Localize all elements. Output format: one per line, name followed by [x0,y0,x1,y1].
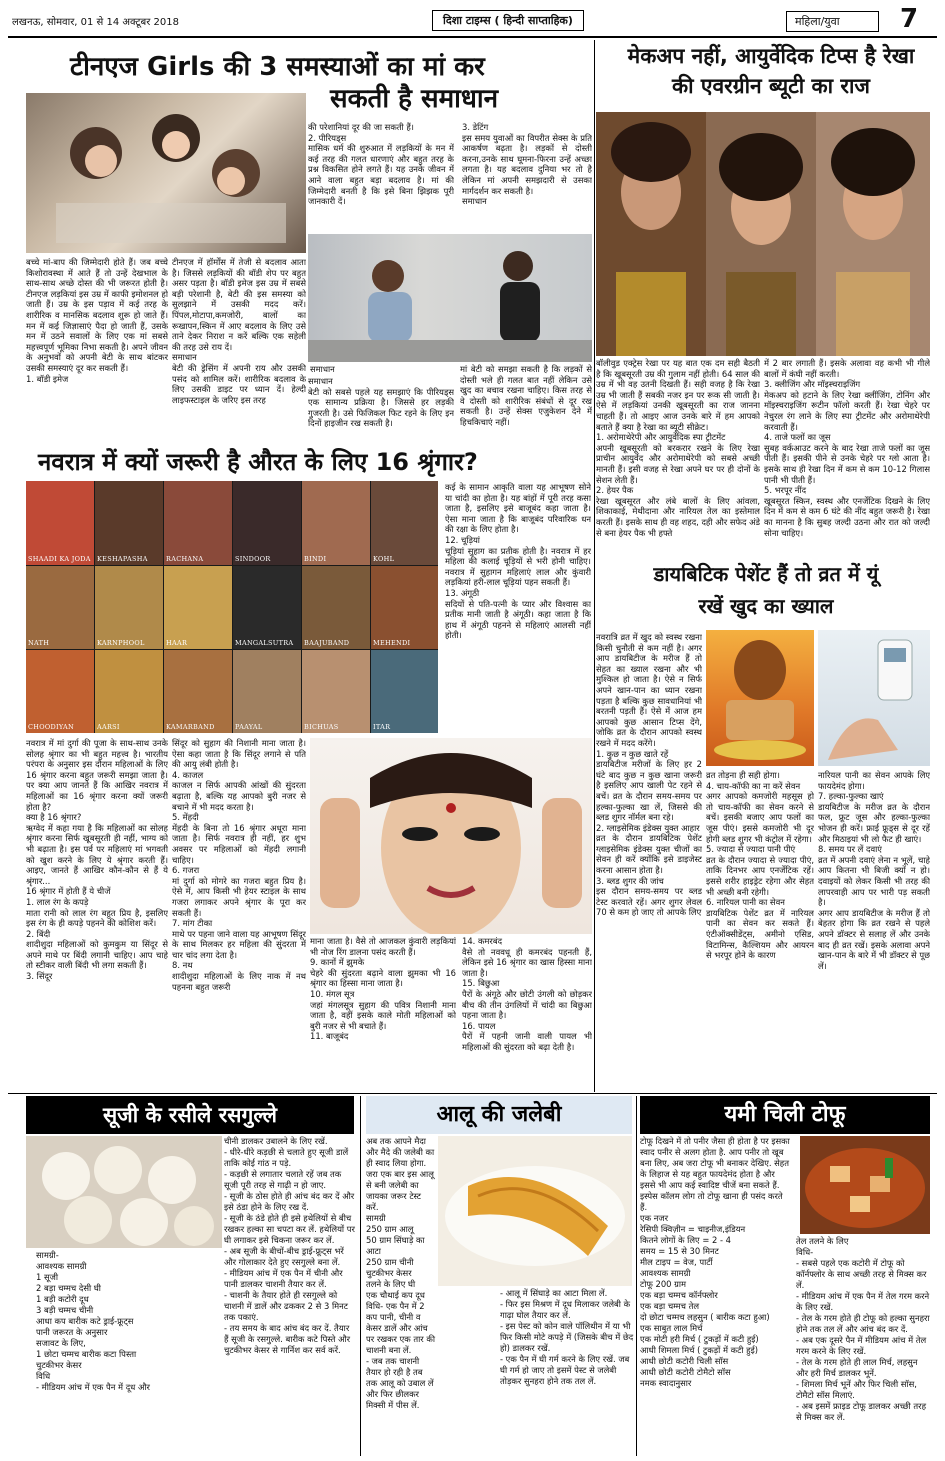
tile-label: HAAR [166,639,188,647]
rekha-photo-art [596,112,930,356]
teen-photo-girl-sad [308,234,592,362]
tile-nath [26,566,94,649]
tile-label: BAAJUBAND [304,639,350,647]
rekha-photo-collage [596,112,930,356]
rekha-col-1: बॉलीवुड एक्ट्रेस रेखा पर यह बात एक दम सही बैठती है कि खूबसूरती उम्र की गुलाम नहीं होती। 64 साल की उम्र में भी वह उतनी दिखती हैं। सही वजह है कि रेखा उम्र भी जाती हैं सबकी नजर इन पर रूक सी जाती है। ऐसे में लड़कियां उनकी खूबसूरती का राज जानना चाहती हैं। तो आइए आज उनके बारे में हम आपको बताते हैं क्या है रेखा का ब्यूटी सीक्रेट। 1. अरोमाथेरेपी और आयुर्वेदिक स्पा ट्रीटमेंट अपनी खूबसूरती को बरकरार रखने के लिए रेखा प्राचीन आयुर्वेद और अरोमाथेरेपी को सबसे अच्छी मानती हैं। इसी वजह से रेखा अपने घर पर ही दोनों के सेशन लेती हैं। 2. हेयर पैक रेखा खूबसूरत और लंबे बालों के लिए आंवला, शिकाकाई, मेथीदाना और नारियल तेल का इस्तेमाल करती हैं। इसके साथ ही वह शहद, दही और सफेद अंडे से बना हेयर पैक भी हफ्ते [596,358,760,538]
tofu-title: यमी चिली टोफू [724,1102,846,1127]
tofu-photo [800,1136,930,1234]
tile-rachana [164,481,232,565]
section-label: महिला/युवा [786,11,879,32]
rule-horizontal [8,1093,937,1094]
jalebi-photo [438,1136,632,1286]
tile-label: KAMARBAND [166,723,215,731]
teen-photo-mother-daughters [26,93,306,253]
rekha-headline-line2: की एवरग्रीन ब्यूटी का राज [671,74,871,98]
shringar-col-1: नवरात्र में मां दुर्गा की पूजा के साथ-साथ उनके सोलह श्रृंगार का भी बहुत महत्त्व है। भारतीय परंपरा के अनुसार इस दौरान महिलाओं के लिए 16 श्रृंगार करना बहुत जरूरी समझा जाता है। पर क्या आप जानते हैं कि आखिर नवरात्र में महिलाओं का 16 श्रृंगार करना क्यों जरूरी होता है? क्या है 16 श्रृंगार? ऋग्वेद में कहा गया है कि महिलाओं का सोलह श्रृंगार करना सिर्फ खूबसूरती ही नहीं, भाग्य को भी बढ़ाता है। इस पर्व पर महिलाएं मां भगवती को खुश करने के लिए ये श्रृंगार करती हैं। आइए, जानते हैं आखिर कौन-कौन से हैं ये श्रृंगार... 16 श्रृंगार में होती हैं ये चीजें 1. लाल रंग के कपड़े माता रानी को लाल रंग बहुत प्रिय है, इसलिए इस रंग के ही कपड़े पहनने की कोशिश करें। 2. बिंदी शादीशुदा महिलाओं को कुमकुम या सिंदूर से अपने माथे पर बिंदी लगानी चाहिए। आप चाहे तो स्टीकर वाली बिंदी भी लगा सकती हैं। 3. सिंदूर [26,738,168,982]
page-header [8,6,937,38]
tile-label: KOHL [373,555,395,563]
teen-col-1: बच्चे मां-बाप की जिम्मेदारी होते हैं। जब बच्चे किशोरावस्था में आते हैं तो उन्हें देखभाल के साथ-साथ अच्छे दोस्त की भी जरूरत होती है। टीनएज लड़कियां इस उम्र में काफी इमोशनल हो जाती हैं। उम्र के इस पड़ाव में कई तरह के शारीरिक व मानसिक बदलाव शुरू हो जाते हैं। मन में कई जिज्ञासाएं पैदा हो जाती हैं, उसके मन में उठने सवालों के लिए एक मां सबसे महत्त्वपूर्ण भूमिका निभा सकती है। अपने जीवन के अनुभवों को अपनी बेटी के साथ बांटकर उसकी समस्याएं दूर कर सकती हैं। 1. बॉडी इमेज [26,257,168,384]
jalebi-method: - आलू में सिंघाड़े का आटा मिला लें. - फिर इस मिश्रण में दूध मिलाकर जलेबी के गाढ़ा घोल तैयार कर लें. - इस पेस्ट को कोन वाले पॉलिथीन में या भी फिर किसी मोटे कपड़े में (जिसके बीच में छेद हो) डालकर रखें. - एक पैन में घी गर्म करने के लिए रखें. जब घी गर्म हो जाए तो इसमें पेस्ट से जलेबी तोड़कर सुनहरा होने तक तल लें. [500,1288,634,1386]
tile-label: NATH [28,639,50,647]
tile-keshapasha [95,481,163,565]
teen-caption-solution: समाधान [310,364,335,374]
tofu-method: तेल तलने के लिए विधि- - सबसे पहले एक कटोरी में टोफू को कॉर्नफ्लोर के साथ अच्छी तरह से मिक्स कर लें. - मीडियम आंच में एक पैन में तेल गरम करने के लिए रखें. - तेल के गरम होते ही टोफू को हल्का सुनहरा होने तक तल लें और आंच बंद कर दें. - अब एक दूसरे पैन में मीडियम आंच में तेल गरम करने के लिए रखें. - तेल के गरम होते ही लाल मिर्च, लहसुन और हरी मिर्च डालकर भूनें. - शिमला मिर्च भूनें और फिर चिली सॉस, टोमैटो सॉस मिलाएं. - अब इसमें फ्राइड टोफू डालकर अच्छी तरह से मिक्स कर लें. [796,1236,930,1422]
tile-bichuas [302,650,370,733]
jalebi-title: आलू की जलेबी [436,1102,562,1127]
tile-paayal [233,650,301,733]
page-number: 7 [900,4,919,34]
teen-col-4b: मां बेटी को समझा सकती है कि लड़कों से दोस्ती भले ही गलत बात नहीं लेकिन उसे खुद का बचाव रखना चाहिए। किस तरह से वे दोस्ती को शारीरिक संबंधों से दूर रख सकती है। उन्हें सेक्स एजुकेशन देने में हिचकिचाएं नहीं। [460,364,592,427]
shringar-collage [26,481,438,733]
rule-recipe1 [360,1096,361,1456]
tile-label: SHAADI KA JODA [28,555,91,563]
rule-recipe2 [636,1096,637,1456]
rasgulla-art [26,1136,222,1248]
coconut-art [706,630,814,766]
teen-col-3: की परेशानियां दूर की जा सकती हैं। 2. पीरियड्स मासिक धर्म की शुरुआत में लड़कियों के मन में कई तरह की गलत धारणाएं और बहुत तरह के प्रश्न विकसित होने लगते हैं। यह उनके जीवन में आने वाला बहुत बड़ा बदलाव है। मां की जिम्मेदारी बनती है कि इसे बिना झिझक पूरी जानकारी दें। [308,122,454,207]
teen-photo-art [26,93,306,253]
jalebi-intro: अब तक आपने मैदा और मैदे की जलेबी का ही स्वाद लिया होगा. जरा एक बार इस आलू से बनी जलेबी का जायका जरूर टेस्ट करें. सामग्री 250 ग्राम आलू 50 ग्राम सिंघाड़े का आटा 250 ग्राम चीनी चुटकीभर केसर तलने के लिए घी एक चौथाई कप दूध विधि- एक पैन में 2 कप पानी, चीनी व केसर डालें और आंच पर रखकर एक तार की चाशनी बना लें. - जब तक चाशनी तैयार हो रही है तब तक आलू को उबाल लें और फिर छीलकर मिक्सी में पीस लें. [366,1136,435,1410]
tile-mehendi [371,566,438,649]
tofu-art [800,1136,930,1234]
tile-aarsi [95,650,163,733]
tile-kamarband [164,650,232,733]
tile-itar [371,650,438,733]
tile-bindi [302,481,370,565]
glucose-art [818,630,930,766]
tile-label: PAAYAL [235,723,263,731]
shringar-col-3: माना जाता है। वैसे तो आजकल कुंवारी लड़कियां भी नोज रिंग डालना पसंद करती हैं। 9. कानों में झुमके चेहरे की सुंदरता बढ़ाने वाला झुमका भी 16 श्रृंगार का हिस्सा माना जाता है। 10. मंगल सूत्र जहां मंगलसूत्र सुहाग की पवित्र निशानी माना जाता है, वहीं इसके काले मोती महिलाओं को बुरी नजर से भी बचाते हैं। 11. बाजूबंद [310,936,456,1042]
rekha-headline-line1: मेकअप नहीं, आयुर्वेदिक टिप्स है रेखा [627,44,915,68]
tofu-banner [640,1096,930,1134]
tile-choodiyan [26,650,94,733]
diabetic-photo-glucose-test [818,630,930,766]
tile-label: BICHUAS [304,723,339,731]
rule-main [594,40,595,1092]
rasgulla-photo [26,1136,222,1248]
shringar-side-col: कई के सामान आकृति वाला यह आभूषण सोने या चांदी का होता है। यह बांहों में पूरी तरह कसा जाता है, इसलिए इसे बाजूबंद कहा जाता है। ऐसा माना जाता है कि बाजूबंद परिवारिक धन की रक्षा के लिए होता है। 12. चूड़ियां चूड़ियां सुहाग का प्रतीक होती है। नवरात्र में हर महिला की कलाई चूड़ियों से भरी होनी चाहिए। नवरात्र में सुहागन महिलाएं लाल और कुंवारी लड़कियां हरी-लाल चूड़ियां पहन सकती हैं। 13. अंगूठी सदियों से पति-पत्नी के प्यार और विश्वास का प्रतीक मानी जाती है अंगूठी। कहा जाता है कि हाथ में अंगूठी पहनने से महिलाएं आलसी नहीं होती। [445,482,591,641]
tile-kohl [371,481,438,565]
jalebi-banner [366,1096,632,1134]
rasgulla-title: सूजी के रसीले रसगुल्ले [102,1103,278,1127]
shringar-headline: नवरात्र में क्यों जरूरी है औरत के लिए 16 श्रृंगार? [38,448,478,476]
tile-sindoor [233,481,301,565]
tile-baajuband [302,566,370,649]
teen-photo2-art [308,234,592,362]
diabetic-headline-line2: रखें खुद का ख्याल [698,594,834,618]
jalebi-art [438,1136,632,1286]
diabetic-col-2: व्रत तोड़ना ही सही होगा। 4. चाय-कॉफी का ना करें सेवन अगर आपको कमजोरी महसूस हो तो चाय-कॉफी का सेवन करने से बचें। इसकी बजाए आप फलों का जूस पीएं। इससे कमजोरी भी दूर होगी ब्लड शुगर भी कंट्रोल में रहेगा। 5. ज्यादा से ज्यादा पानी पीएं व्रत के दौरान ज्यादा से ज्यादा पीएं, ताकि दिनभर आप एनर्जेटिक रहें। इससे शरीर हाइड्रेट रहेगा और सेहत भी अच्छी बनी रहेगी। 6. नारियल पानी का सेवन डायबिटिक पेशेंट व्रत में नारियल पानी का सेवन कर सकते हैं। एंटीऑक्सीडेंट्स, अमीनो एसिड, विटामिन्स, कैल्शियम और आयरन से भरपूर होने के कारण [706,770,814,961]
tile-mangalsutra [233,566,301,649]
rekha-col-2: में 2 बार लगाती हैं। इसके अलावा वह कभी भी गीले बालों में कंघी नहीं करती। 3. क्लीजिंग और मॉइस्चराइजिंग मेकअप को हटाने के लिए रेखा क्लींजिंग, टोनिंग और मॉइस्चराइजिंग रूटीन फॉलो करती हैं। रेखा चेहरे पर नेचुरल रंग लाने के लिए स्पा ट्रीटमेंट और अरोमाथेरेपी करवाती हैं। 4. ताजे फलों का जूस सुबह वर्कआउट करने के बाद रेखा ताजे फलों का जूस पीती हैं। इसकी पीने से उनके चेहरे पर ग्लो आता है। इसके साथ ही रेखा दिन में कम से कम 10-12 गिलास पानी भी पीती हैं। 5. भरपूर नींद खूबसूरत स्किन, स्वस्थ और एनर्जेटिक दिखने के लिए दिन में कम से कम 6 घंटे की नींद बहुत जरूरी है। रेखा का मानना है कि सुबह जल्दी उठना और रात को जल्दी सोना चाहिए। [764,358,930,538]
diabetic-photo-coconut [706,630,814,766]
tile-haar [164,566,232,649]
tile-label: CHOODIYAN [28,723,74,731]
teen-col-2: टीनएज में हॉर्मोंस में तेजी से बदलाव आता है। जिससे लड़कियों की बॉडी शेप पर बहुत असर पड़ता है। बॉडी इमेज इस उम्र में सबसे बड़ी परेशानी है, बेटी की इस समस्या को सुलझाने में उसकी मदद करें। पिंपल,मोटापा,कमजोरी, बालों का रूखापन,स्किन में आए बदलाव के लिए उसे ताने देकर निराश न करें बल्कि एक सहेली की तरह उसे राय दें। समाधान बेटी की ड्रेसिंग में अपनी राय और उसकी पसंद को शामिल करें। शारीरिक बदलाव के लिए उसकी डाइट पर ध्यान दें। हेल्दी लाइफस्टाइल के जरिए इस तरह [172,257,306,405]
rasgulla-method: चीनी डालकर उबालने के लिए रखें. - धीरे-धीरे कड़छी से चलाते हुए सूजी डालें ताकि कोई गांठ न पड़े. - कड़छी से लगातार चलाते रहें जब तक सूजी पूरी तरह से गाढ़ी न हो जाए. - सूजी के ठोस होते ही आंच बंद कर दें और इसे ठंडा होने के लिए रख दें. - सूजी के ठंडे होते ही इसे हथेलियों से बीच रखकर हल्का सा चपटा कर लें. हथेलियों पर घी लगाकर इसे चिकना जरूर कर लें. - अब सूजी के बीचों-बीच ड्राई-फ्रूट्स भरें और गोलाकार देते हुए रसगुल्ले बना लें. - मीडियम आंच में एक पैन में चीनी और पानी डालकर चाशनी तैयार कर लें. - चाशनी के तैयार होते ही रसगुल्ले को चाशनी में डालें और ढककर 2 से 3 मिनट तक पकाएं. - तय समय के बाद आंच बंद कर दें. तैयार हैं सूजी के रसगुल्ले. बारीक कटे पिस्ते और चुटकीभर केसर से गार्निश कर सर्व करें. [224,1136,355,1355]
teen-headline-line2: सकती है समाधान [330,84,499,114]
date-line: लखनऊ, सोमवार, 01 से 14 अक्टूबर 2018 [12,17,179,28]
shringar-col-4: 14. कमरबंद वैसे तो नववधू ही कमरबंद पहनती हैं, लेकिन इसे 16 श्रृंगार का खास हिस्सा माना जाता है। 15. बिछुआ पैरों के अंगूठे और छोटी उंगली को छोड़कर बीच की तीन उंगलियों में चांदी का बिछुआ पहना जाता है। 16. पायल पैरों में पहनी जानी वाली पायल भी महिलाओं की सुंदरता को बढ़ा देती है। [462,936,592,1052]
tile-label: BINDI [304,555,327,563]
tile-label: KESHAPASHA [97,555,148,563]
teen-col-3b: समाधान बेटी को सबसे पहले यह समझाएं कि पीरियड्स एक सामान्य प्रक्रिया है। जिससे हर लड़की गुजरती है। उसे फिजिकल फिट रहने के लिए इन दिनों हाइजीन रख सकती है। [308,376,454,429]
tile-label: KARNPHOOL [97,639,145,647]
shringar-photo-bride [310,738,592,934]
rasgulla-banner [26,1096,354,1134]
tile-label: ITAR [373,723,391,731]
diabetic-col-1: नवरात्रि व्रत में खुद को स्वस्थ रखना किसी चुनौती से कम नहीं है। अगर आप डायबिटीज के मरीज हैं तो सेहत का ख्याल रखना और भी मुश्किल हो जाता है। ऐसे न सिर्फ अपने खान-पान का ध्यान रखना पड़ता है बल्कि कुछ सावधानियां भी बरतनी पड़ती हैं। ऐसे में आज हम आपको कुछ आसान टिप्स देंगे, जोकि व्रत के दौरान आपको स्वस्थ रखने में मदद करेंगे। 1. कुछ न कुछ खाते रहें डायबिटीज मरीजों के लिए हर 2 घंटे बाद कुछ न कुछ खाना जरूरी है इसलिए आप खाली पेट रहने से बचें। व्रत के दौरान समय-समय पर हल्का-फुल्का खा लें, जिससे की ब्लड शुगर नॉर्मल बना रहे। 2. ग्लाइसेमिक इंडेक्स युक्त आहार व्रत के दौरान डायबिटिक पेशेंट ग्लाइसेमिक इंडेक्स युक्त चीजों का सेवन ही करें क्योंकि इसे डाइजेस्ट करना आसान होता है। 3. ब्लड शुगर की जांच इस दौरान समय-समय पर ब्लड टेस्ट करवाते रहें। अगर शुगर लेवल 70 से कम हो जाए तो आपके लिए [596,632,702,918]
tile-karnphool [95,566,163,649]
teen-col-4: 3. डेटिंग इस समय युवाओं का विपरीत सेक्स के प्रति आकर्षण बढ़ता है। लड़कों से दोस्ती करना,उनके साथ घूमना-फिरना उन्हें अच्छा लगता है। यह बदलाव दुनिया भर तो है लेकिन मां अपनी समझदारी से उसका मार्गदर्शन कर सकती है। समाधान [462,122,592,207]
diabetic-col-3: नारियल पानी का सेवन आपके लिए फायदेमंद होगा। 7. हल्का-फुल्का खाएं डायबिटीज के मरीज व्रत के दौरान फल, फ्रूट जूस और हल्का-फुल्का भोजन ही करें। फ्राई फ्रूड्स से दूर रहें और मिठाइयां भी लो फैट ही खाएं। 8. समय पर लें दवाएं व्रत में अपनी दवाएं लेना न भूलें, चाहे आप कितना भी बिजी क्यों न हो। दवाइयों को लेकर किसी भी तरह की लापरवाही आप पर भारी पड़ सकती है। अगर आप डायबिटीज के मरीज हैं तो बेहतर होगा कि व्रत रखने से पहले अपने डॉक्टर से सलाह लें और उनके बाद ही व्रत रखें। इसके अलावा अपने खान-पान के बारे में भी डॉक्टर से पूछ लें। [818,770,930,971]
diabetic-headline-line1: डायबिटिक पेशेंट हैं तो व्रत में यूं [653,562,879,586]
rasgulla-ingredients: सामग्री- आवश्यक सामग्री 1 सूजी 2 बड़ा चम्मच देसी घी 1 बड़ी कटोरी दूध 3 बड़ी चम्मच चीनी आधा कप बारीक कटे ड्राई-फ्रूट्स पानी जरूरत के अनुसार सजावट के लिए, 1 छोटा चम्मच बारीक कटा पिस्ता चुटकीभर केसर विधि - मीडियम आंच में एक पैन में दूध और [36,1250,150,1392]
shringar-col-2: सिंदूर को सुहाग की निशानी माना जाता है। ऐसा कहा जाता है कि सिंदूर लगाने से पति की आयु लंबी होती है। 4. काजल काजल न सिर्फ आपकी आंखों की सुंदरता बढ़ाता है, बल्कि यह आपको बुरी नजर से बचाने में भी मदद करता है। 5. मेंहदी मेंहदी के बिना तो 16 श्रृंगार अधूरा माना जाता है। सिर्फ नवरात्र ही नहीं, हर शुभ अवसर पर महिलाओं को मेंहदी लगानी चाहिए। 6. गजरा मां दुर्गा को मोगरे का गजरा बहुत प्रिय है। ऐसे में, आप किसी भी हेयर स्टाइल के साथ गजरा लगाकर अपने श्रृंगार के पूरा कर सकती हैं। 7. मांग टीका माथे पर पहना जाने वाला यह आभूषण सिंदूर के साथ मिलकर हर महिला की सुंदरता में चार चांद लगा देता है। 8. नथ शादीशुदा महिलाओं के लिए नाक में नथ पहनना बहुत जरूरी [172,738,306,992]
tile-label: MEHENDI [373,639,411,647]
tile-label: SINDOOR [235,555,271,563]
paper-name: दिशा टाइम्स ( हिन्दी साप्ताहिक) [432,10,584,31]
bride-photo-art [310,738,592,934]
tile-label: AARSI [97,723,120,731]
tile-label: RACHANA [166,555,204,563]
tofu-intro: टोफू दिखने में तो पनीर जैसा ही होता है पर इसका स्वाद पनीर से अलग होता है. आप पनीर तो खूब बना लिए, अब जरा टोफू भी बनाकर देखिए. सेहत के लिहाज से यह बहुत फायदेमंद होता है और इससे भी आप कई स्वादिष्ट चीजें बना सकते हैं. इस्पेस कॉलम लोग तो टोफू खाना ही पसंद करते हैं. एक नजर रेसिपी क्विज़ीन = चाइनीज,इंडियन कितने लोगों के लिए = 2 - 4 समय = 15 से 30 मिनट मील टाइप = वेज, पार्टी आवश्यक सामग्री टोफू 200 ग्राम एक बड़ा चम्मच कॉर्नफ्लोर एक बड़ा चम्मच तेल दो छोटा चम्मच लहसुन ( बारीक कटा हुआ) एक साबुत लाल मिर्च एक मोटी हरी मिर्च ( टुकड़ों में कटी हुई) आधी शिमला मिर्च ( टुकड़ों में कटी हुई) आधी छोटी कटोरी चिली सॉस आधी छोटी कटोरी टोमैटो सॉस नमक स्वादानुसार [640,1136,790,1388]
teen-headline-line1: टीनएज Girls की 3 समस्याओं का मां कर [70,52,485,82]
tile-shaadi-ka-joda [26,481,94,565]
tile-label: MANGALSUTRA [235,639,294,647]
